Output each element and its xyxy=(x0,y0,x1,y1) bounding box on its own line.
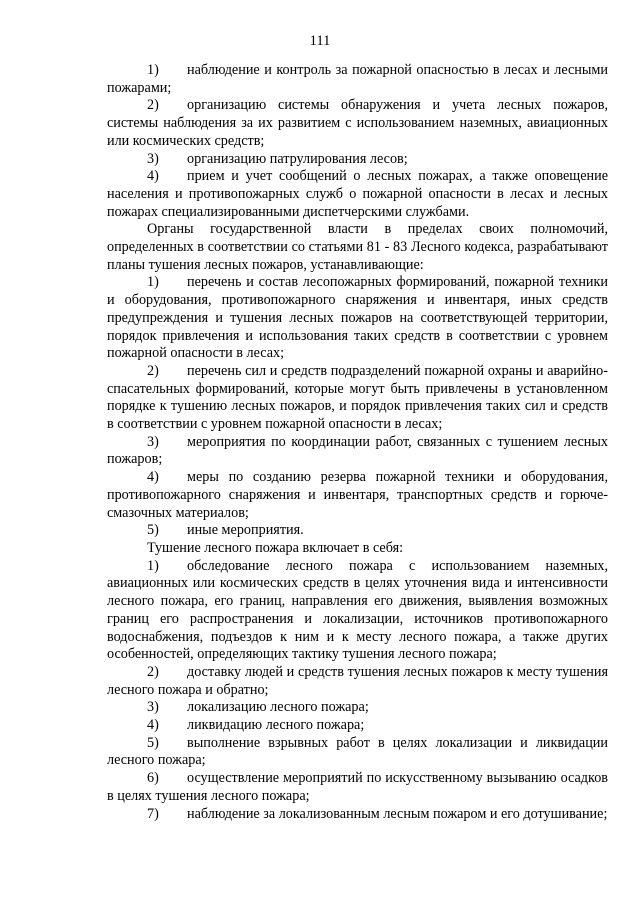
list-item xyxy=(107,363,608,434)
list-item xyxy=(107,62,608,97)
item-text: иные мероприятия. xyxy=(187,522,304,539)
item-text: прием и учет сообщений о лесных пожарах, а также оповещение населения и противопожарных служб о пожарной опасности в лесах и лесных пожарах специализированными диспетчерскими службами. xyxy=(107,168,608,220)
item-text: выполнение взрывных работ в целях локализации и ликвидации лесного пожара; xyxy=(107,734,608,769)
item-number: 3) xyxy=(147,150,159,167)
list-item xyxy=(107,522,608,540)
list-item xyxy=(107,699,608,717)
item-number: 3) xyxy=(147,699,159,716)
item-number: 4) xyxy=(147,469,159,486)
paragraph xyxy=(107,540,608,558)
paragraph-text: Органы государственной власти в пределах своих полномочий, определенных в соответствии со статьями 81 - 83 Лесного кодекса, разрабатывают планы тушения лесных пожаров, устанавливающие: xyxy=(107,221,608,273)
item-text: организацию патрулирования лесов; xyxy=(187,150,408,167)
item-number: 4) xyxy=(147,717,159,734)
item-text: перечень сил и средств подразделений пожарной охраны и аварийно-спасательных формирований, которые могут быть привлечены в установленном порядке к тушению лесных пожаров, и порядок привлечения таких сил и средств в соответствии с уровнем пожарной опасности в лесах; xyxy=(107,362,608,433)
body-text xyxy=(107,62,608,823)
item-number: 4) xyxy=(147,168,159,185)
item-text: локализацию лесного пожара; xyxy=(187,699,369,716)
list-item xyxy=(107,558,608,664)
item-number: 1) xyxy=(147,557,159,574)
item-number: 6) xyxy=(147,770,159,787)
item-text: наблюдение и контроль за пожарной опасностью в лесах и лесными пожарами; xyxy=(107,62,608,96)
page-number: 111 xyxy=(309,33,331,49)
list-item xyxy=(107,717,608,735)
item-text: осуществление мероприятий по искусственному вызыванию осадков в целях тушения лесного пожара; xyxy=(107,770,608,804)
list-item xyxy=(107,97,608,150)
list-item xyxy=(107,274,608,363)
item-text: перечень и состав лесопожарных формирований, пожарной техники и оборудования, противопожарного снаряжения и инвентаря, иных средств предупреждения и тушения лесных пожаров на соответствующей территории, порядок привлечения и использования таких средств в соответствии с уровнем пожарной опасности в лесах; xyxy=(107,274,608,362)
list-item xyxy=(107,735,608,770)
item-text: мероприятия по координации работ, связанных с тушением лесных пожаров; xyxy=(107,433,608,468)
item-number: 3) xyxy=(147,433,159,450)
item-number: 2) xyxy=(147,663,159,680)
list-item xyxy=(107,168,608,221)
list-item xyxy=(107,806,608,824)
item-text: организацию системы обнаружения и учета лесных пожаров, системы наблюдения за их развитием с использованием наземных, авиационных или космических средств; xyxy=(107,97,608,149)
item-number: 1) xyxy=(147,274,159,291)
item-text: наблюдение за локализованным лесным пожаром и его дотушивание; xyxy=(187,805,608,822)
item-text: меры по созданию резерва пожарной техники и оборудования, противопожарного снаряжения и инвентаря, транспортных средств и горюче-смазочных материалов; xyxy=(107,469,608,521)
list-item xyxy=(107,151,608,169)
item-number: 5) xyxy=(147,734,159,751)
list-item xyxy=(107,434,608,469)
item-text: доставку людей и средств тушения лесных пожаров к месту тушения лесного пожара и обратно; xyxy=(107,663,608,698)
item-number: 5) xyxy=(147,522,159,539)
paragraph xyxy=(107,221,608,274)
item-number: 2) xyxy=(147,97,159,114)
item-number: 1) xyxy=(147,62,159,78)
item-text: ликвидацию лесного пожара; xyxy=(187,717,365,734)
item-text: обследование лесного пожара с использованием наземных, авиационных или космических средств в целях уточнения вида и интенсивности лесного пожара, его границ, направления его движения, выявления возможных границ его распространения и локализации, источников противопожарного водоснабжения, подъездов к ним и к месту лесного пожара, а также других особенностей, определяющих тактику тушения лесного пожара; xyxy=(107,557,608,663)
list-item xyxy=(107,664,608,699)
paragraph-text: Тушение лесного пожара включает в себя: xyxy=(147,539,404,556)
list-item xyxy=(107,469,608,522)
list-item xyxy=(107,770,608,805)
item-number: 7) xyxy=(147,805,159,822)
item-number: 2) xyxy=(147,362,159,379)
